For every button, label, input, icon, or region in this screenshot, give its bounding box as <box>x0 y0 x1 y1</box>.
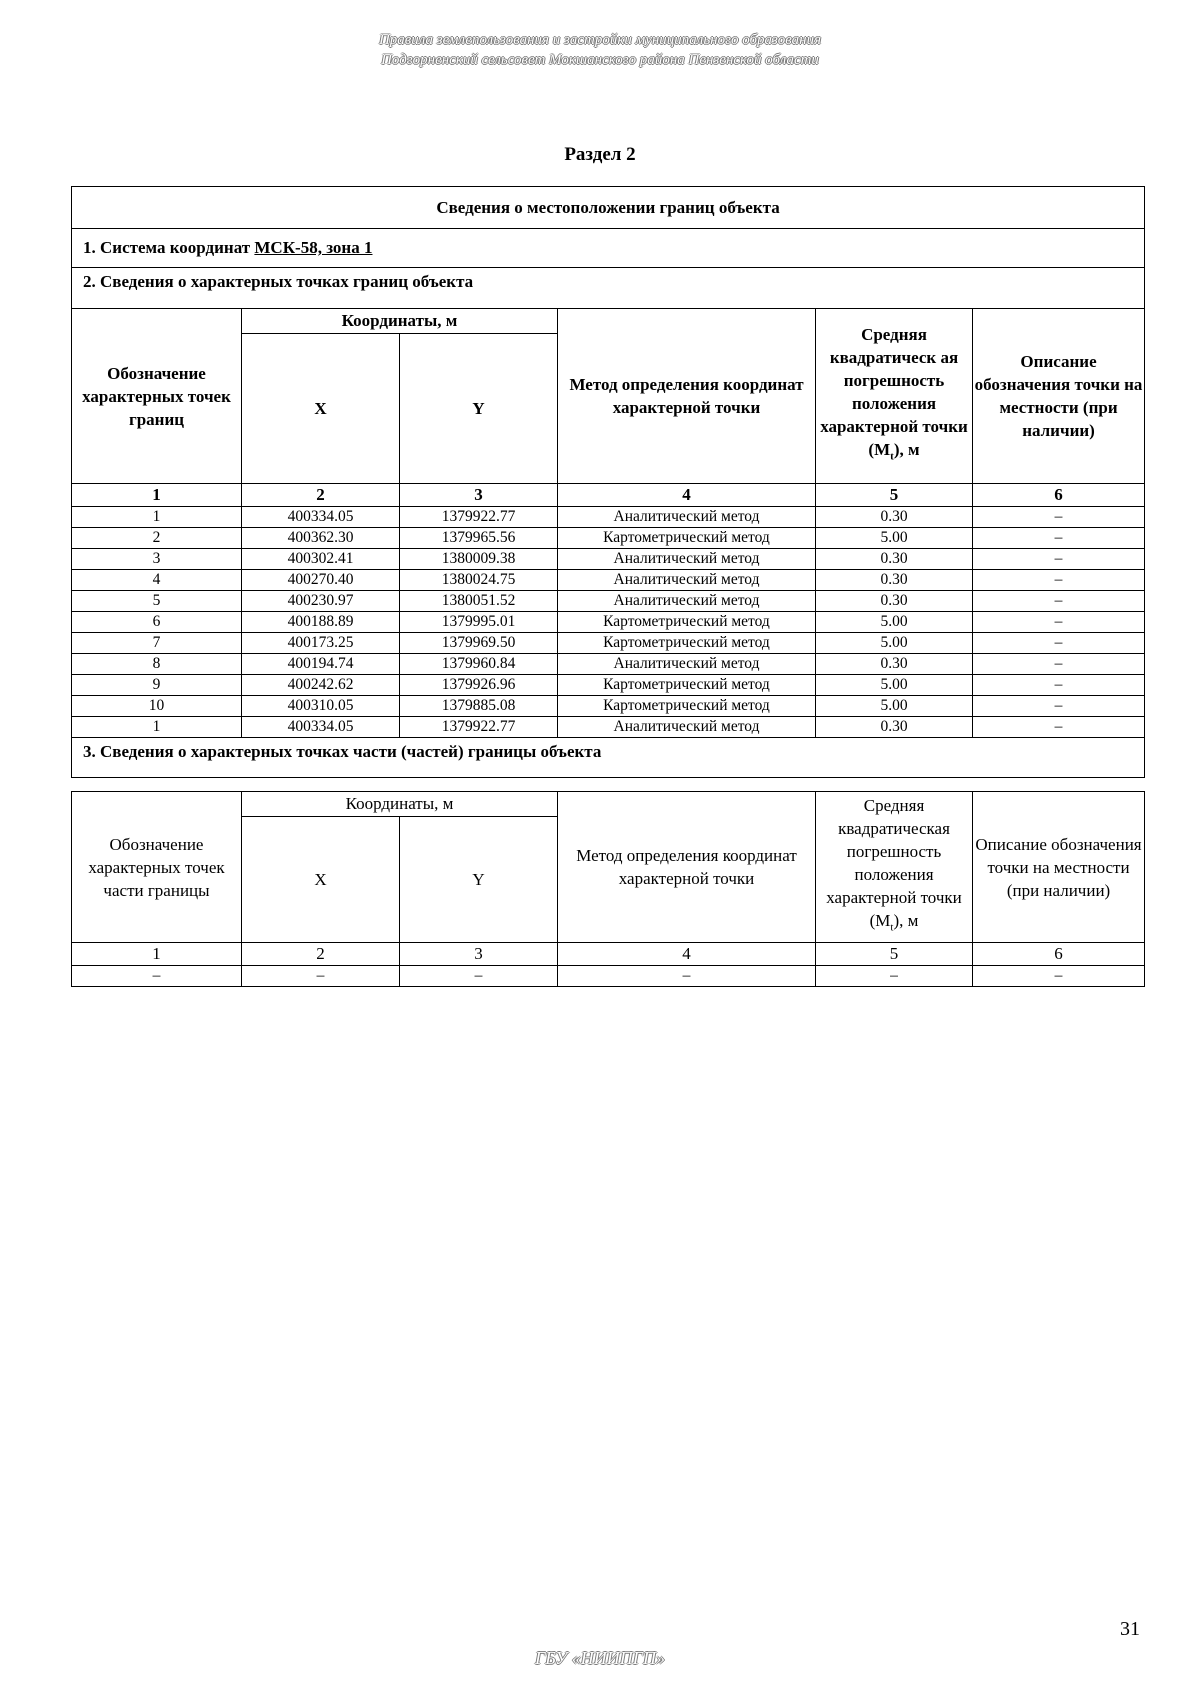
table-title: Сведения о местоположении границ объекта <box>72 187 1145 229</box>
part-boundary-table <box>71 791 1145 987</box>
col-number: 1 <box>72 484 242 507</box>
table-row: 7 400173.25 1379969.50 Картометрический метод 5.00 – <box>72 633 1145 654</box>
col-number: 2 <box>242 484 400 507</box>
header-coords: Координаты, м <box>242 792 558 817</box>
header-x: X <box>242 817 400 943</box>
col-number: 5 <box>816 943 973 966</box>
boundary-table <box>71 186 1145 778</box>
col-number: 4 <box>558 484 816 507</box>
section-2-heading: 2. Сведения о характерных точках границ объекта <box>72 268 1145 309</box>
header-point: Обозначение характерных точек части границы <box>72 792 242 943</box>
column-numbers-row <box>72 484 1145 507</box>
section-3-heading: 3. Сведения о характерных точках части (частей) границы объекта <box>72 738 1145 778</box>
table-row: 2 400362.30 1379965.56 Картометрический метод 5.00 – <box>72 528 1145 549</box>
table-row: 1 400334.05 1379922.77 Аналитический метод 0.30 – <box>72 507 1145 528</box>
header-line-2: Подгорненский сельсовет Мокшанского района Пензенской области <box>381 52 819 68</box>
header-coords: Координаты, м <box>242 309 558 334</box>
section-title: Раздел 2 <box>564 144 636 165</box>
col-number: 3 <box>400 943 558 966</box>
header-method: Метод определения координат характерной точки <box>558 309 816 484</box>
col-number: 6 <box>973 484 1145 507</box>
col-number: 6 <box>973 943 1145 966</box>
header-x: X <box>242 334 400 484</box>
coordinate-system-label: 1. Система координат <box>83 238 255 257</box>
header-y: Y <box>400 817 558 943</box>
header-line-1: Правила землепользования и застройки муниципального образования <box>378 32 822 48</box>
column-numbers-row <box>72 943 1145 966</box>
header-y: Y <box>400 334 558 484</box>
col-number: 5 <box>816 484 973 507</box>
document-footer: ГБУ «НИИПГП» <box>535 1648 665 1668</box>
col-number: 3 <box>400 484 558 507</box>
table-row: 4 400270.40 1380024.75 Аналитический метод 0.30 – <box>72 570 1145 591</box>
col-number: 2 <box>242 943 400 966</box>
header-error: Средняя квадратическ ая погрешность положения характерной точки $(M_t)$, м <box>816 309 973 484</box>
header-error: Средняя квадратическая погрешность положения характерной точки $(M_t)$, м <box>816 792 973 943</box>
coordinate-system-row <box>72 229 1145 268</box>
document-header <box>0 30 1200 70</box>
header-method: Метод определения координат характерной точки <box>558 792 816 943</box>
table-row: 3 400302.41 1380009.38 Аналитический метод 0.30 – <box>72 549 1145 570</box>
table-row: 9 400242.62 1379926.96 Картометрический метод 5.00 – <box>72 675 1145 696</box>
col-number: 4 <box>558 943 816 966</box>
header-description: Описание обозначения точки на местности (при наличии) <box>973 309 1145 484</box>
table-row: – – – – – – <box>72 966 1145 987</box>
table-row: 10 400310.05 1379885.08 Картометрический метод 5.00 – <box>72 696 1145 717</box>
table-row: 6 400188.89 1379995.01 Картометрический метод 5.00 – <box>72 612 1145 633</box>
header-description: Описание обозначения точки на местности (при наличии) <box>973 792 1145 943</box>
table-row: 8 400194.74 1379960.84 Аналитический метод 0.30 – <box>72 654 1145 675</box>
header-point: Обозначение характерных точек границ <box>72 309 242 484</box>
col-number: 1 <box>72 943 242 966</box>
table-row: 5 400230.97 1380051.52 Аналитический метод 0.30 – <box>72 591 1145 612</box>
page-number: 31 <box>1120 1618 1140 1640</box>
table-row: 1 400334.05 1379922.77 Аналитический метод 0.30 – <box>72 717 1145 738</box>
coordinate-system-value: МСК-58, зона 1 <box>254 238 373 257</box>
